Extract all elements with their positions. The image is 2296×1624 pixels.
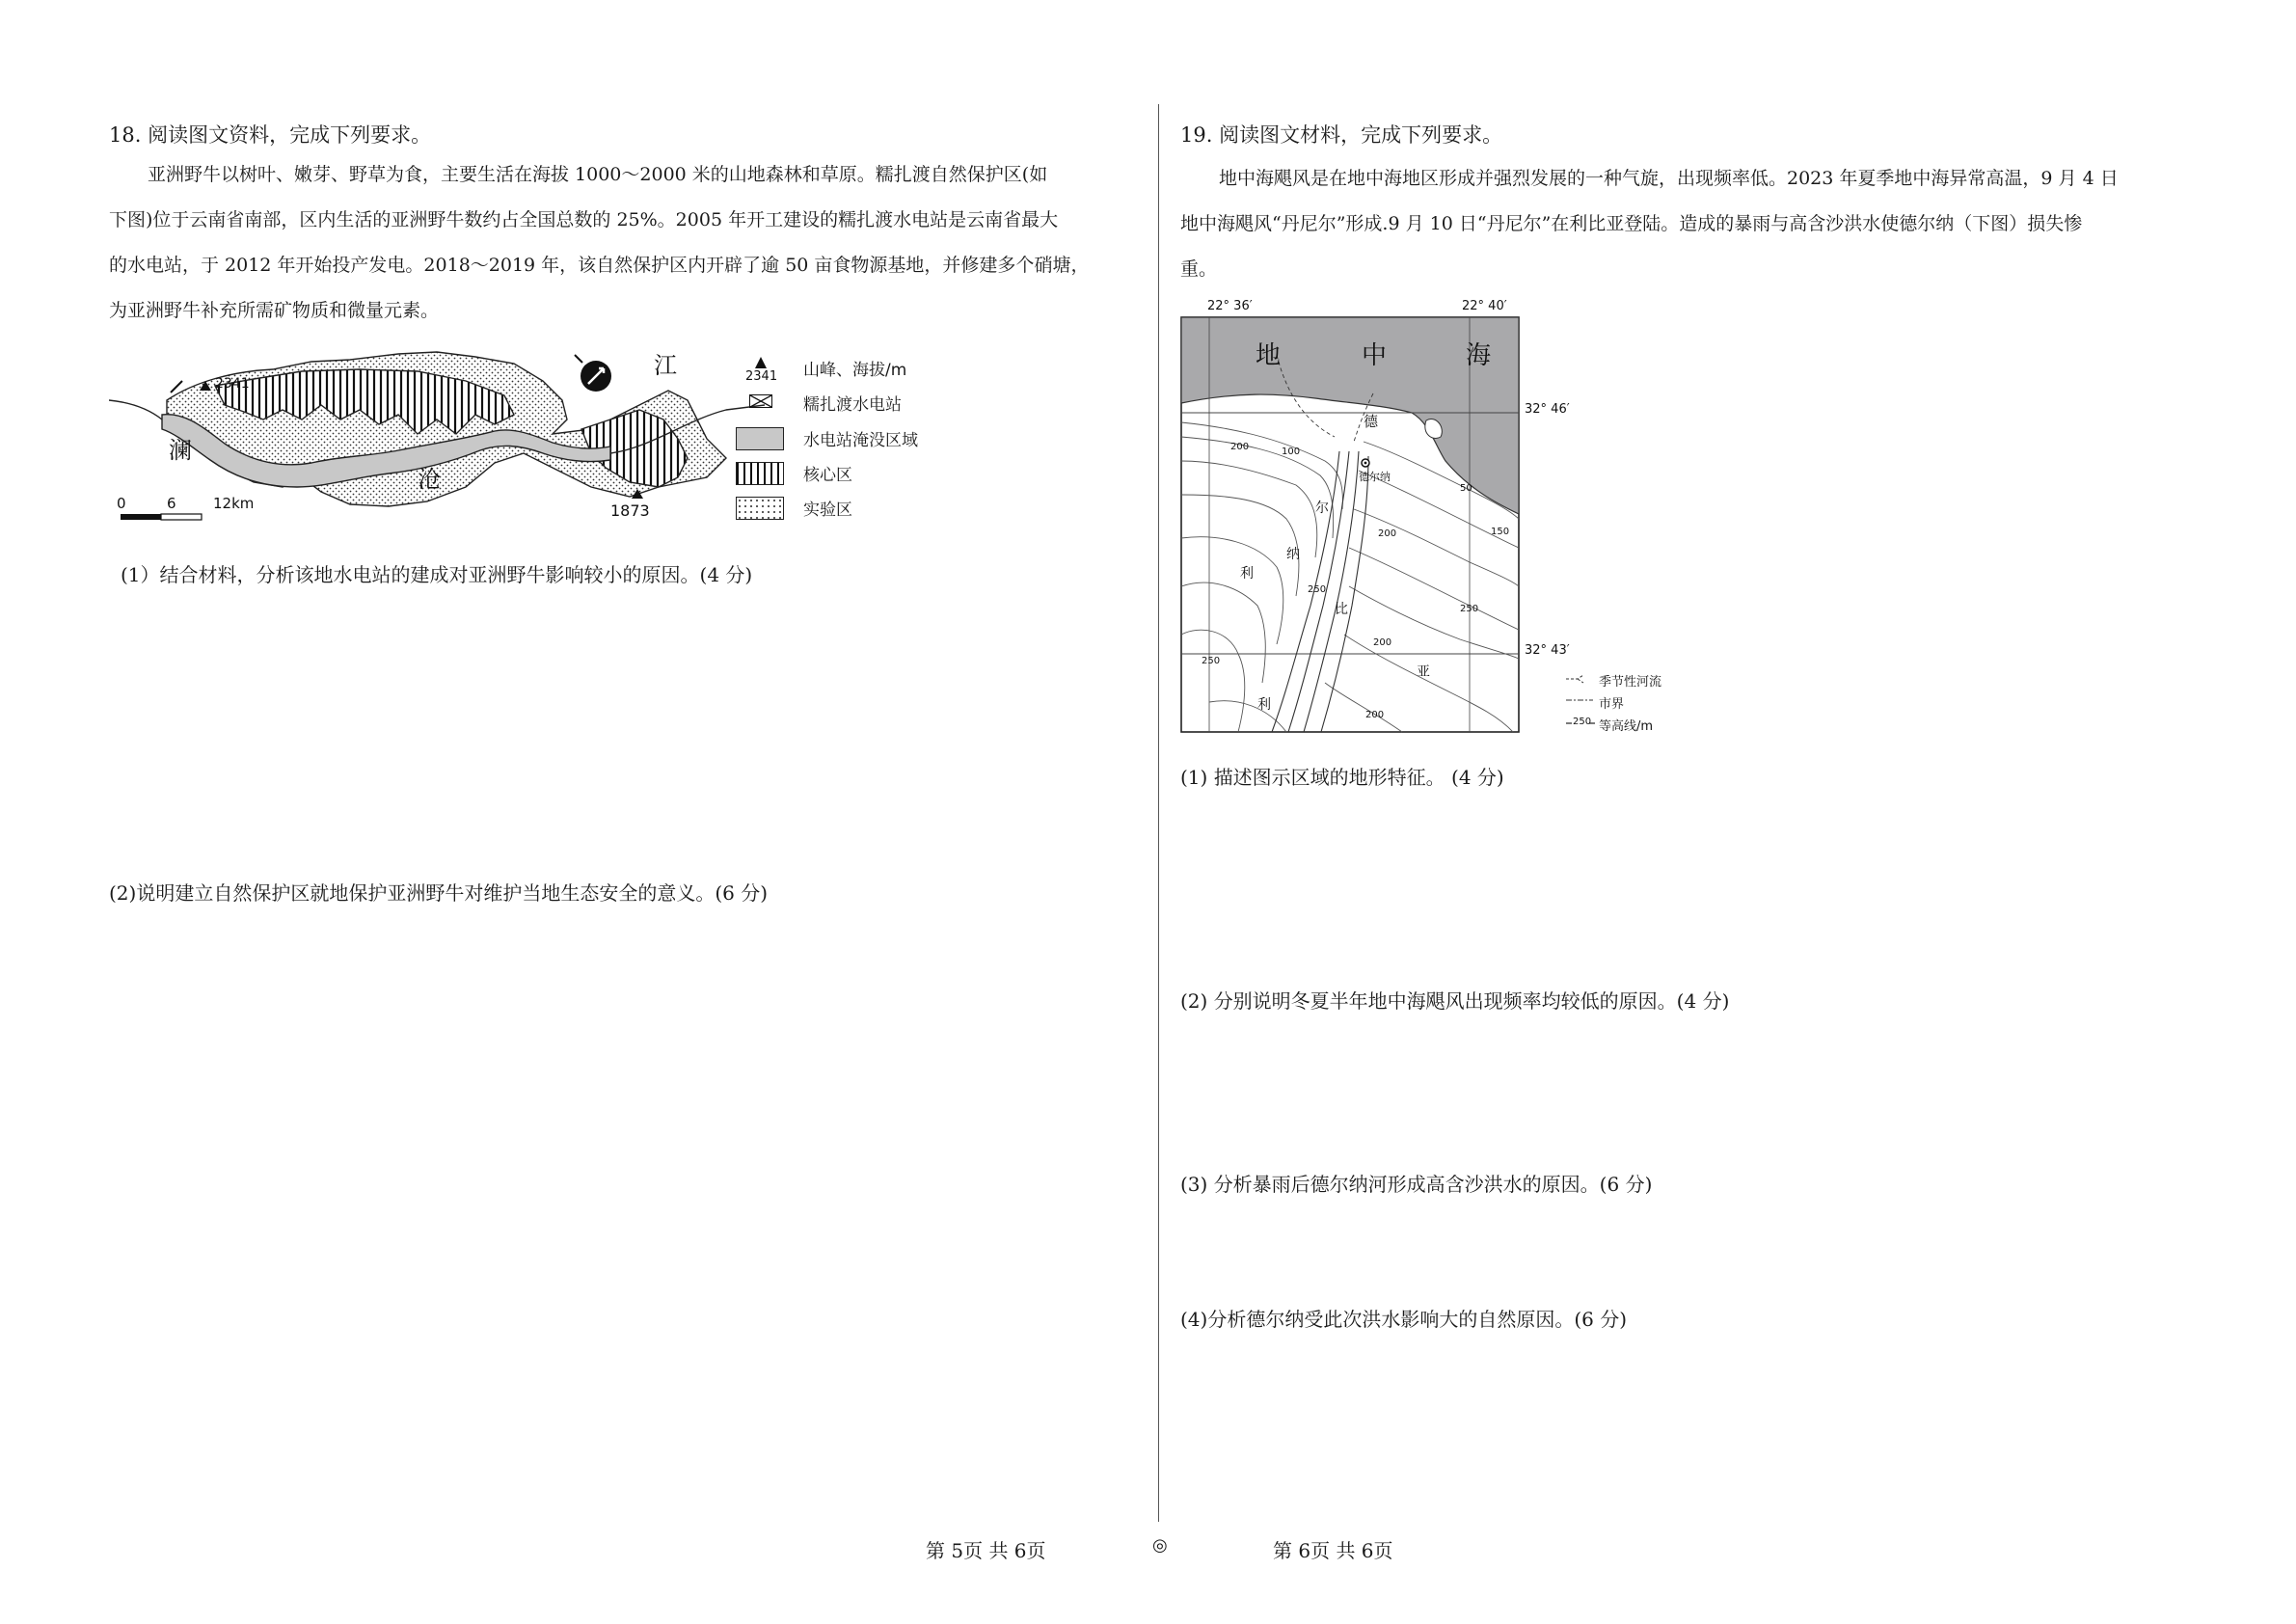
place-bi: 比 bbox=[1335, 602, 1348, 617]
place-li-2: 利 bbox=[1257, 697, 1271, 713]
contour-label-3: 50 bbox=[1460, 483, 1472, 494]
north-arrow-icon bbox=[575, 355, 611, 392]
place-li: 利 bbox=[1240, 566, 1254, 582]
legend-city-boundary: 市界 bbox=[1599, 697, 1625, 712]
legend-submerged-swatch bbox=[736, 427, 784, 450]
legend-core-swatch bbox=[736, 462, 784, 485]
q18-paragraph bbox=[109, 152, 1146, 334]
legend-peak-label: 山峰、海拔/m bbox=[803, 361, 907, 380]
sea-char-2: 中 bbox=[1362, 341, 1388, 370]
lon-left: 22° 36′ bbox=[1207, 299, 1253, 313]
map2-legend-symbols bbox=[1564, 673, 1595, 741]
q19-paragraph bbox=[1180, 156, 2217, 292]
q19-sub3: (3) 分析暴雨后德尔纳河形成高含沙洪水的原因。(6 分) bbox=[1180, 1173, 1653, 1196]
label-cang: 沧 bbox=[418, 466, 441, 493]
legend-contour-value: 250 bbox=[1573, 717, 1592, 727]
q19-sub1: (1) 描述图示区域的地形特征。 (4 分) bbox=[1180, 766, 1504, 789]
contour-label-10: 200 bbox=[1365, 710, 1385, 720]
legend-contour: 等高线/m bbox=[1599, 719, 1654, 734]
dam-icon bbox=[171, 381, 182, 392]
column-divider bbox=[1158, 104, 1159, 1522]
q18-title: 18. 阅读图文资料，完成下列要求。 bbox=[109, 123, 432, 147]
scale-bar bbox=[121, 514, 202, 520]
scale-twelve: 12km bbox=[213, 495, 255, 512]
legend-core-label: 核心区 bbox=[803, 466, 852, 485]
legend-experimental-label: 实验区 bbox=[803, 501, 852, 520]
q19-line-2: 地中海飓风“丹尼尔”形成.9 月 10 日“丹尼尔”在利比亚登陆。造成的暴雨与高含沙洪水使德尔纳（下图）损失惨 bbox=[1180, 213, 2083, 234]
q18-line-2: 下图)位于云南省南部，区内生活的亚洲野牛数约占全国总数的 25%。2005 年开工建设的糯扎渡水电站是云南省最大 bbox=[109, 209, 1059, 230]
lon-right: 22° 40′ bbox=[1462, 299, 1507, 313]
legend-dam-icon bbox=[749, 394, 772, 408]
q18-line-3: 的水电站，于 2012 年开始投产发电。2018～2019 年，该自然保护区内开辟了逾 50 亩食物源基地，并修建多个硝塘， bbox=[109, 255, 1090, 276]
contour-label-2: 100 bbox=[1282, 447, 1301, 457]
binding-mark: ◎ bbox=[1152, 1535, 1168, 1556]
q19-title: 19. 阅读图文材料，完成下列要求。 bbox=[1180, 123, 1503, 147]
label-peak-2341: 2341 bbox=[215, 376, 250, 392]
legend-dam-label: 糯扎渡水电站 bbox=[803, 395, 902, 415]
place-er: 尔 bbox=[1315, 501, 1329, 516]
legend-submerged-label: 水电站淹没区域 bbox=[803, 431, 918, 450]
q19-sub2: (2) 分别说明冬夏半年地中海飓风出现频率均较低的原因。(4 分) bbox=[1180, 989, 1730, 1013]
q19-sub4: (4)分析德尔纳受此次洪水影响大的自然原因。(6 分) bbox=[1180, 1308, 1628, 1331]
label-lan: 澜 bbox=[169, 437, 192, 464]
q19-line-1: 地中海飓风是在地中海地区形成并强烈发展的一种气旋，出现频率低。2023 年夏季地中海异常高温，9 月 4 日 bbox=[1219, 168, 2119, 189]
place-na: 纳 bbox=[1286, 547, 1300, 562]
derna-map-svg bbox=[1180, 316, 1520, 733]
contour-label-8: 200 bbox=[1373, 637, 1392, 648]
page-number-left: 第 5页 共 6页 bbox=[926, 1539, 1046, 1562]
legend-peak-icon bbox=[755, 357, 767, 368]
q19-line-3: 重。 bbox=[1180, 258, 1218, 280]
label-peak-1873: 1873 bbox=[610, 501, 650, 520]
q18-line-4: 为亚洲野牛补充所需矿物质和微量元素。 bbox=[109, 300, 440, 321]
label-jiang: 江 bbox=[654, 352, 677, 379]
place-de: 德 bbox=[1364, 413, 1379, 430]
page-number-right: 第 6页 共 6页 bbox=[1273, 1539, 1393, 1562]
lat-bottom: 32° 43′ bbox=[1525, 643, 1570, 658]
legend-experimental-swatch bbox=[736, 497, 784, 520]
contour-label-6: 250 bbox=[1460, 604, 1479, 614]
scale-zero: 0 bbox=[117, 495, 126, 512]
legend-peak-sublabel: 2341 bbox=[745, 369, 778, 384]
q18-line-1: 亚洲野牛以树叶、嫩芽、野草为食，主要生活在海拔 1000～2000 米的山地森林和草原。糯扎渡自然保护区(如 bbox=[148, 164, 1048, 185]
lat-top: 32° 46′ bbox=[1525, 402, 1570, 417]
contour-label-1: 200 bbox=[1230, 442, 1250, 452]
contour-label-5: 200 bbox=[1378, 528, 1397, 539]
nuozhadu-map bbox=[109, 342, 1073, 526]
q18-sub2: (2)说明建立自然保护区就地保护亚洲野牛对维护当地生态安全的意义。(6 分) bbox=[109, 881, 769, 905]
city-label: 德尔纳 bbox=[1359, 471, 1391, 483]
legend-seasonal-river: 季节性河流 bbox=[1599, 675, 1662, 690]
contour-label-9: 250 bbox=[1202, 656, 1221, 666]
sea-char-1: 地 bbox=[1256, 341, 1282, 370]
sea-char-3: 海 bbox=[1466, 341, 1492, 370]
derna-map bbox=[1180, 295, 1720, 739]
q18-sub1: (1）结合材料，分析该地水电站的建成对亚洲野牛影响较小的原因。(4 分) bbox=[121, 563, 753, 586]
contour-label-4: 150 bbox=[1491, 527, 1510, 537]
place-ya: 亚 bbox=[1417, 664, 1430, 680]
contour-label-7: 250 bbox=[1308, 584, 1327, 595]
scale-six: 6 bbox=[167, 495, 176, 512]
